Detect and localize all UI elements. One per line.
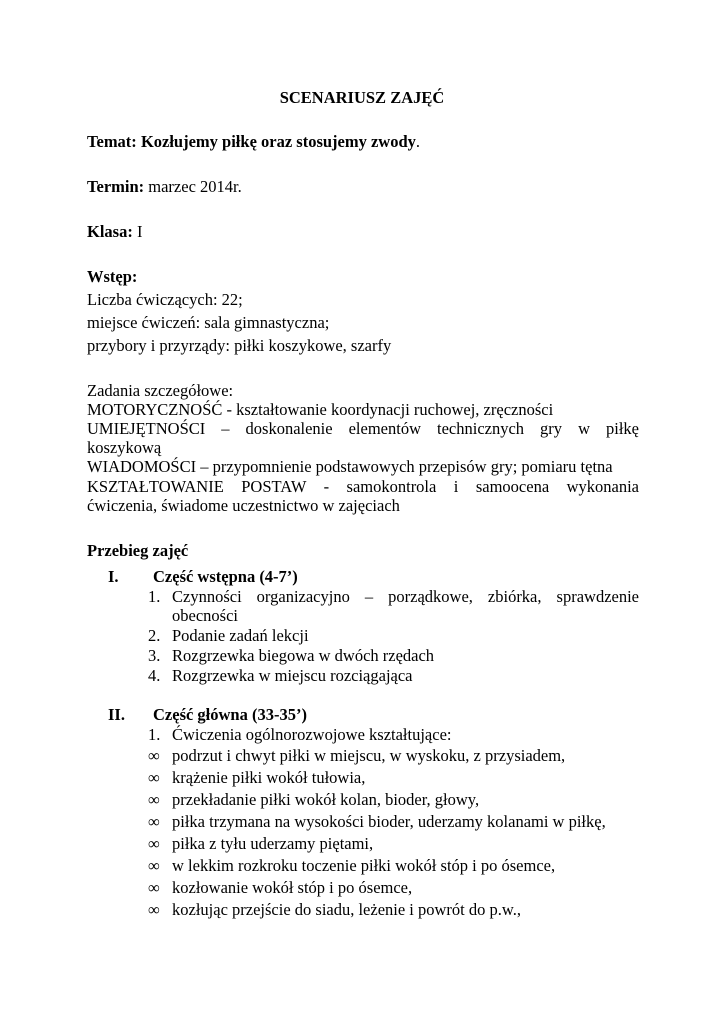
part1-title: Część wstępna (4-7’) bbox=[153, 567, 298, 586]
exercise-item: piłka z tyłu uderzamy piętami, bbox=[172, 834, 374, 853]
part1-roman: I. bbox=[108, 567, 119, 586]
infinity-bullet-icon: ∞ bbox=[148, 812, 160, 831]
tasks-line: ćwiczenia, świadome uczestnictwo w zajęciach bbox=[87, 496, 400, 515]
part1-item-num: 2. bbox=[148, 626, 161, 645]
class-label: Klasa: bbox=[87, 222, 133, 241]
topic-label: Temat: bbox=[87, 132, 137, 151]
tasks-line: MOTORYCZNOŚĆ - kształtowanie koordynacji ruchowej, zręczności bbox=[87, 400, 554, 419]
infinity-bullet-icon: ∞ bbox=[148, 856, 160, 875]
term-line bbox=[87, 177, 242, 197]
exercise-item: kozłowanie wokół stóp i po ósemce, bbox=[172, 878, 413, 897]
class-value: I bbox=[132, 222, 143, 241]
tasks-line: KSZTAŁTOWANIE POSTAW - samokontrola i samoocena wykonania bbox=[87, 477, 639, 496]
part1-item-num: 4. bbox=[148, 666, 161, 685]
tasks-heading: Zadania szczegółowe: bbox=[87, 381, 234, 400]
part2-intro-num: 1. bbox=[148, 725, 161, 744]
exercise-item: krążenie piłki wokół tułowia, bbox=[172, 768, 366, 787]
infinity-bullet-icon: ∞ bbox=[148, 834, 160, 853]
tasks-line: koszykową bbox=[87, 438, 162, 457]
exercise-item: przekładanie piłki wokół kolan, bioder, głowy, bbox=[172, 790, 480, 809]
class-line bbox=[87, 222, 142, 242]
topic-value: Kozłujemy piłkę oraz stosujemy zwody bbox=[136, 132, 416, 151]
exercise-item: kozłując przejście do siadu, leżenie i powrót do p.w., bbox=[172, 900, 521, 919]
infinity-bullet-icon: ∞ bbox=[148, 900, 160, 919]
page-title: SCENARIUSZ ZAJĘĆ bbox=[279, 88, 445, 107]
part1-item-num: 3. bbox=[148, 646, 161, 665]
intro-heading: Wstęp: bbox=[87, 267, 138, 286]
part1-item-num: 1. bbox=[148, 587, 161, 606]
term-label: Termin: bbox=[87, 177, 145, 196]
course-heading: Przebieg zajęć bbox=[87, 541, 189, 560]
exercise-item: podrzut i chwyt piłki w miejscu, w wyskoku, z przysiadem, bbox=[172, 746, 566, 765]
part1-item-text: Rozgrzewka biegowa w dwóch rzędach bbox=[172, 646, 435, 665]
term-value: marzec 2014r. bbox=[144, 177, 242, 196]
intro-line: przybory i przyrządy: piłki koszykowe, szarfy bbox=[87, 336, 392, 355]
infinity-bullet-icon: ∞ bbox=[148, 878, 160, 897]
part2-roman: II. bbox=[108, 705, 125, 724]
infinity-bullet-icon: ∞ bbox=[148, 790, 160, 809]
topic-end: . bbox=[415, 132, 421, 151]
part1-item-cont: obecności bbox=[172, 606, 238, 625]
part1-item-text: Rozgrzewka w miejscu rozciągająca bbox=[172, 666, 413, 685]
part1-item-text: Czynności organizacyjno – porządkowe, zbiórka, sprawdzenie bbox=[172, 587, 639, 606]
part1-item-text: Podanie zadań lekcji bbox=[172, 626, 309, 645]
exercise-item: piłka trzymana na wysokości bioder, uderzamy kolanami w piłkę, bbox=[172, 812, 606, 831]
part2-intro-text: Ćwiczenia ogólnorozwojowe kształtujące: bbox=[172, 725, 452, 744]
tasks-line: UMIEJĘTNOŚCI – doskonalenie elementów technicznych gry w piłkę bbox=[87, 419, 639, 438]
tasks-line: WIADOMOŚCI – przypomnienie podstawowych przepisów gry; pomiaru tętna bbox=[87, 457, 613, 476]
exercise-item: w lekkim rozkroku toczenie piłki wokół stóp i po ósemce, bbox=[172, 856, 556, 875]
topic-line bbox=[87, 132, 420, 152]
intro-line: Liczba ćwiczących: 22; bbox=[87, 290, 243, 309]
infinity-bullet-icon: ∞ bbox=[148, 768, 160, 787]
infinity-bullet-icon: ∞ bbox=[148, 746, 160, 765]
part2-title: Część główna (33-35’) bbox=[153, 705, 307, 724]
intro-line: miejsce ćwiczeń: sala gimnastyczna; bbox=[87, 313, 330, 332]
